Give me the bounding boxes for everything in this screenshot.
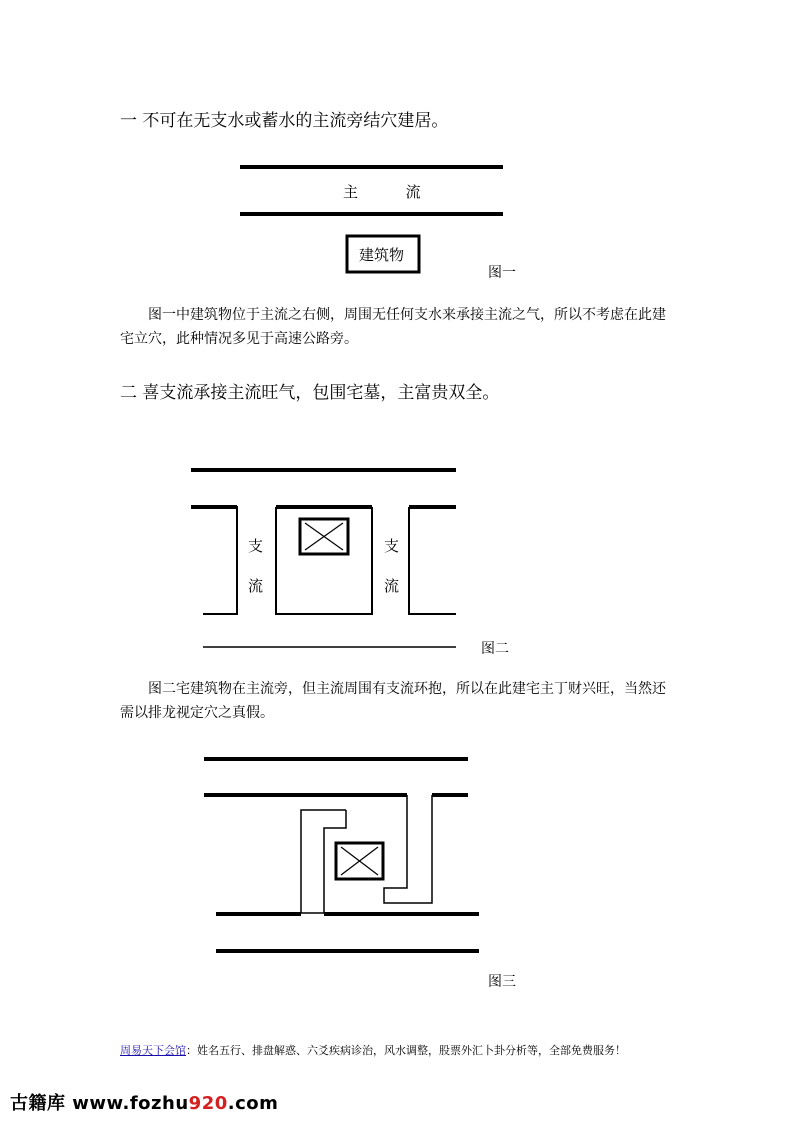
- house-icon: [336, 843, 383, 879]
- building-label: 建筑物: [359, 246, 405, 264]
- right-branch-char-2: 流: [384, 577, 400, 595]
- left-branch-outline: [301, 810, 346, 913]
- watermark-url-suffix: .com: [227, 1093, 279, 1114]
- watermark-brand: 古籍库: [10, 1093, 66, 1114]
- figure-3-caption: 图三: [488, 974, 516, 990]
- watermark-url-number: 920: [188, 1093, 228, 1114]
- footer-link[interactable]: 周易天下会馆: [120, 1044, 186, 1057]
- section-2-paragraph: 图二宅建筑物在主流旁，但主流周围有支流环抱，所以在此建宅主丁财兴旺，当然还需以排龙视定穴之真假。: [120, 681, 666, 721]
- watermark-url-prefix: www.fozhu: [72, 1093, 189, 1114]
- right-branch-outline: [384, 795, 432, 903]
- figure-1-caption: 图一: [488, 265, 516, 281]
- right-branch-char-1: 支: [384, 537, 400, 555]
- figure-2-caption: 图二: [481, 641, 509, 657]
- left-branch-char-1: 支: [248, 537, 264, 555]
- footer-text: ：姓名五行、排盘解惑、六爻疾病诊治，风水调整，股票外汇卜卦分析等，全部免费服务！: [186, 1044, 626, 1057]
- main-stream-label: 主 流: [343, 183, 421, 201]
- section-2-heading: 二 喜支流承接主流旺气，包围宅墓，主富贵双全。: [120, 383, 500, 403]
- footer-line: [120, 1042, 626, 1058]
- section-1-paragraph: 图一中建筑物位于主流之右侧，周围无任何支水来承接主流之气，所以不考虑在此建宅立穴，此种情况多见于高速公路旁。: [120, 307, 666, 347]
- left-branch-char-2: 流: [248, 577, 264, 595]
- watermark-logo: [10, 1089, 278, 1115]
- section-1-heading: 一 不可在无支水或蓄水的主流旁结穴建居。: [120, 111, 449, 131]
